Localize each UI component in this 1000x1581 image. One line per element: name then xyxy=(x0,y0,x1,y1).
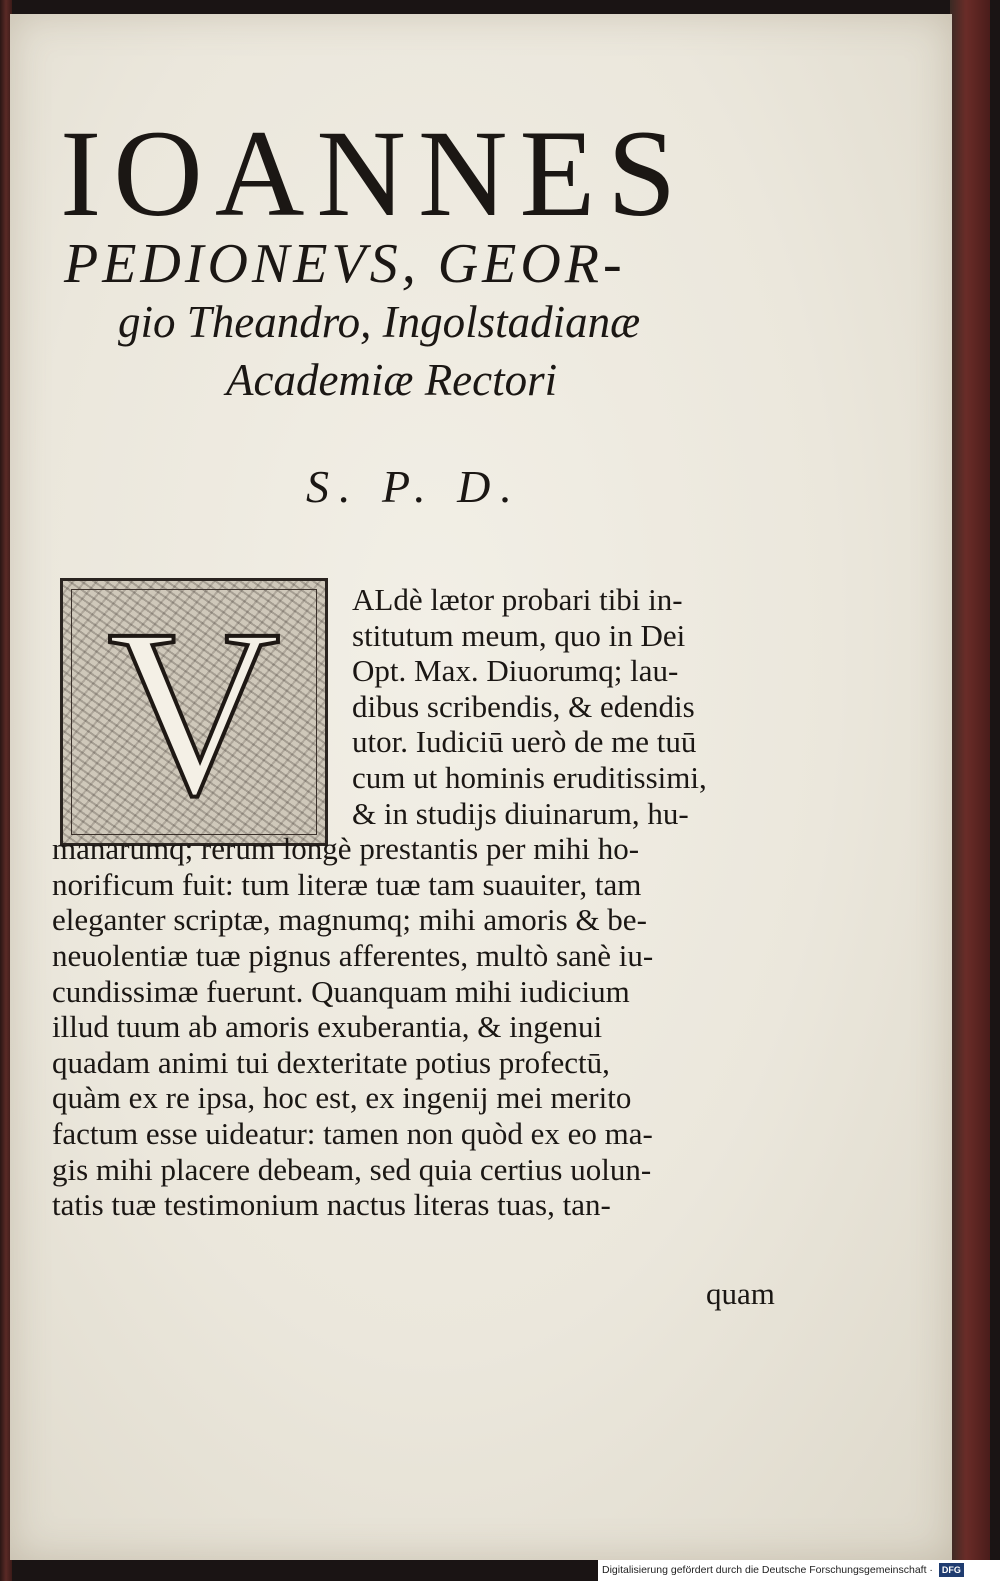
academy-line: Academiæ Rectori xyxy=(226,355,558,405)
decorated-initial xyxy=(60,578,328,846)
body-line: manarumq; rerum longè prestantis per mihi ho- xyxy=(52,831,640,867)
initial-letter: V xyxy=(107,579,281,845)
body-line: & in studijs diuinarum, hu- xyxy=(352,795,689,831)
body-line: gis mihi placere debeam, sed quia certius uolun- xyxy=(52,1151,652,1187)
author-line: PEDIONEVS, GEOR- xyxy=(64,233,626,295)
salutation: S. P. D. xyxy=(306,461,522,512)
body-line: stitutum meum, quo in Dei xyxy=(352,617,686,653)
recipient-line: gio Theandro, Ingolstadianæ xyxy=(118,297,641,347)
body-line: norificum fuit: tum literæ tuæ tam suauiter, tam xyxy=(52,866,642,902)
body-line: dibus scribendis, & edendis xyxy=(352,688,695,724)
footer-credit: Digitalisierung gefördert durch die Deutsche Forschungsgemeinschaft · DFG xyxy=(598,1560,1000,1581)
footer-text: Digitalisierung gefördert durch die Deutsche Forschungsgemeinschaft xyxy=(602,1564,927,1576)
dfg-logo: DFG xyxy=(939,1563,964,1577)
body-line: ALdè lætor probari tibi in- xyxy=(352,582,683,617)
body-line: quàm ex re ipsa, hoc est, ex ingenij mei merito xyxy=(52,1080,632,1116)
body-line: eleganter scriptæ, magnumq; mihi amoris & be- xyxy=(52,902,647,938)
body-line: neuolentiæ tuæ pignus afferentes, multò sanè iu- xyxy=(52,938,654,973)
body-line: utor. Iudiciū uerò de me tuū xyxy=(352,724,697,760)
body-line: tatis tuæ testimonium nactus literas tuas, tan- xyxy=(52,1187,611,1223)
body-line: cundissimæ fuerunt. Quanquam mihi iudicium xyxy=(52,973,630,1009)
title-heading: IOANNES xyxy=(60,105,689,242)
body-line: illud tuum ab amoris exuberantia, & ingenui xyxy=(52,1009,603,1045)
body-line: Opt. Max. Diuorumq; lau- xyxy=(352,653,679,689)
catchword: quam xyxy=(706,1276,775,1311)
body-line: quadam animi tui dexteritate potius profectū, xyxy=(52,1044,610,1080)
book-edge-right xyxy=(950,0,990,1560)
body-line: factum esse uideatur: tamen non quòd ex eo ma- xyxy=(52,1116,653,1151)
body-line: cum ut hominis eruditissimi, xyxy=(352,760,707,795)
